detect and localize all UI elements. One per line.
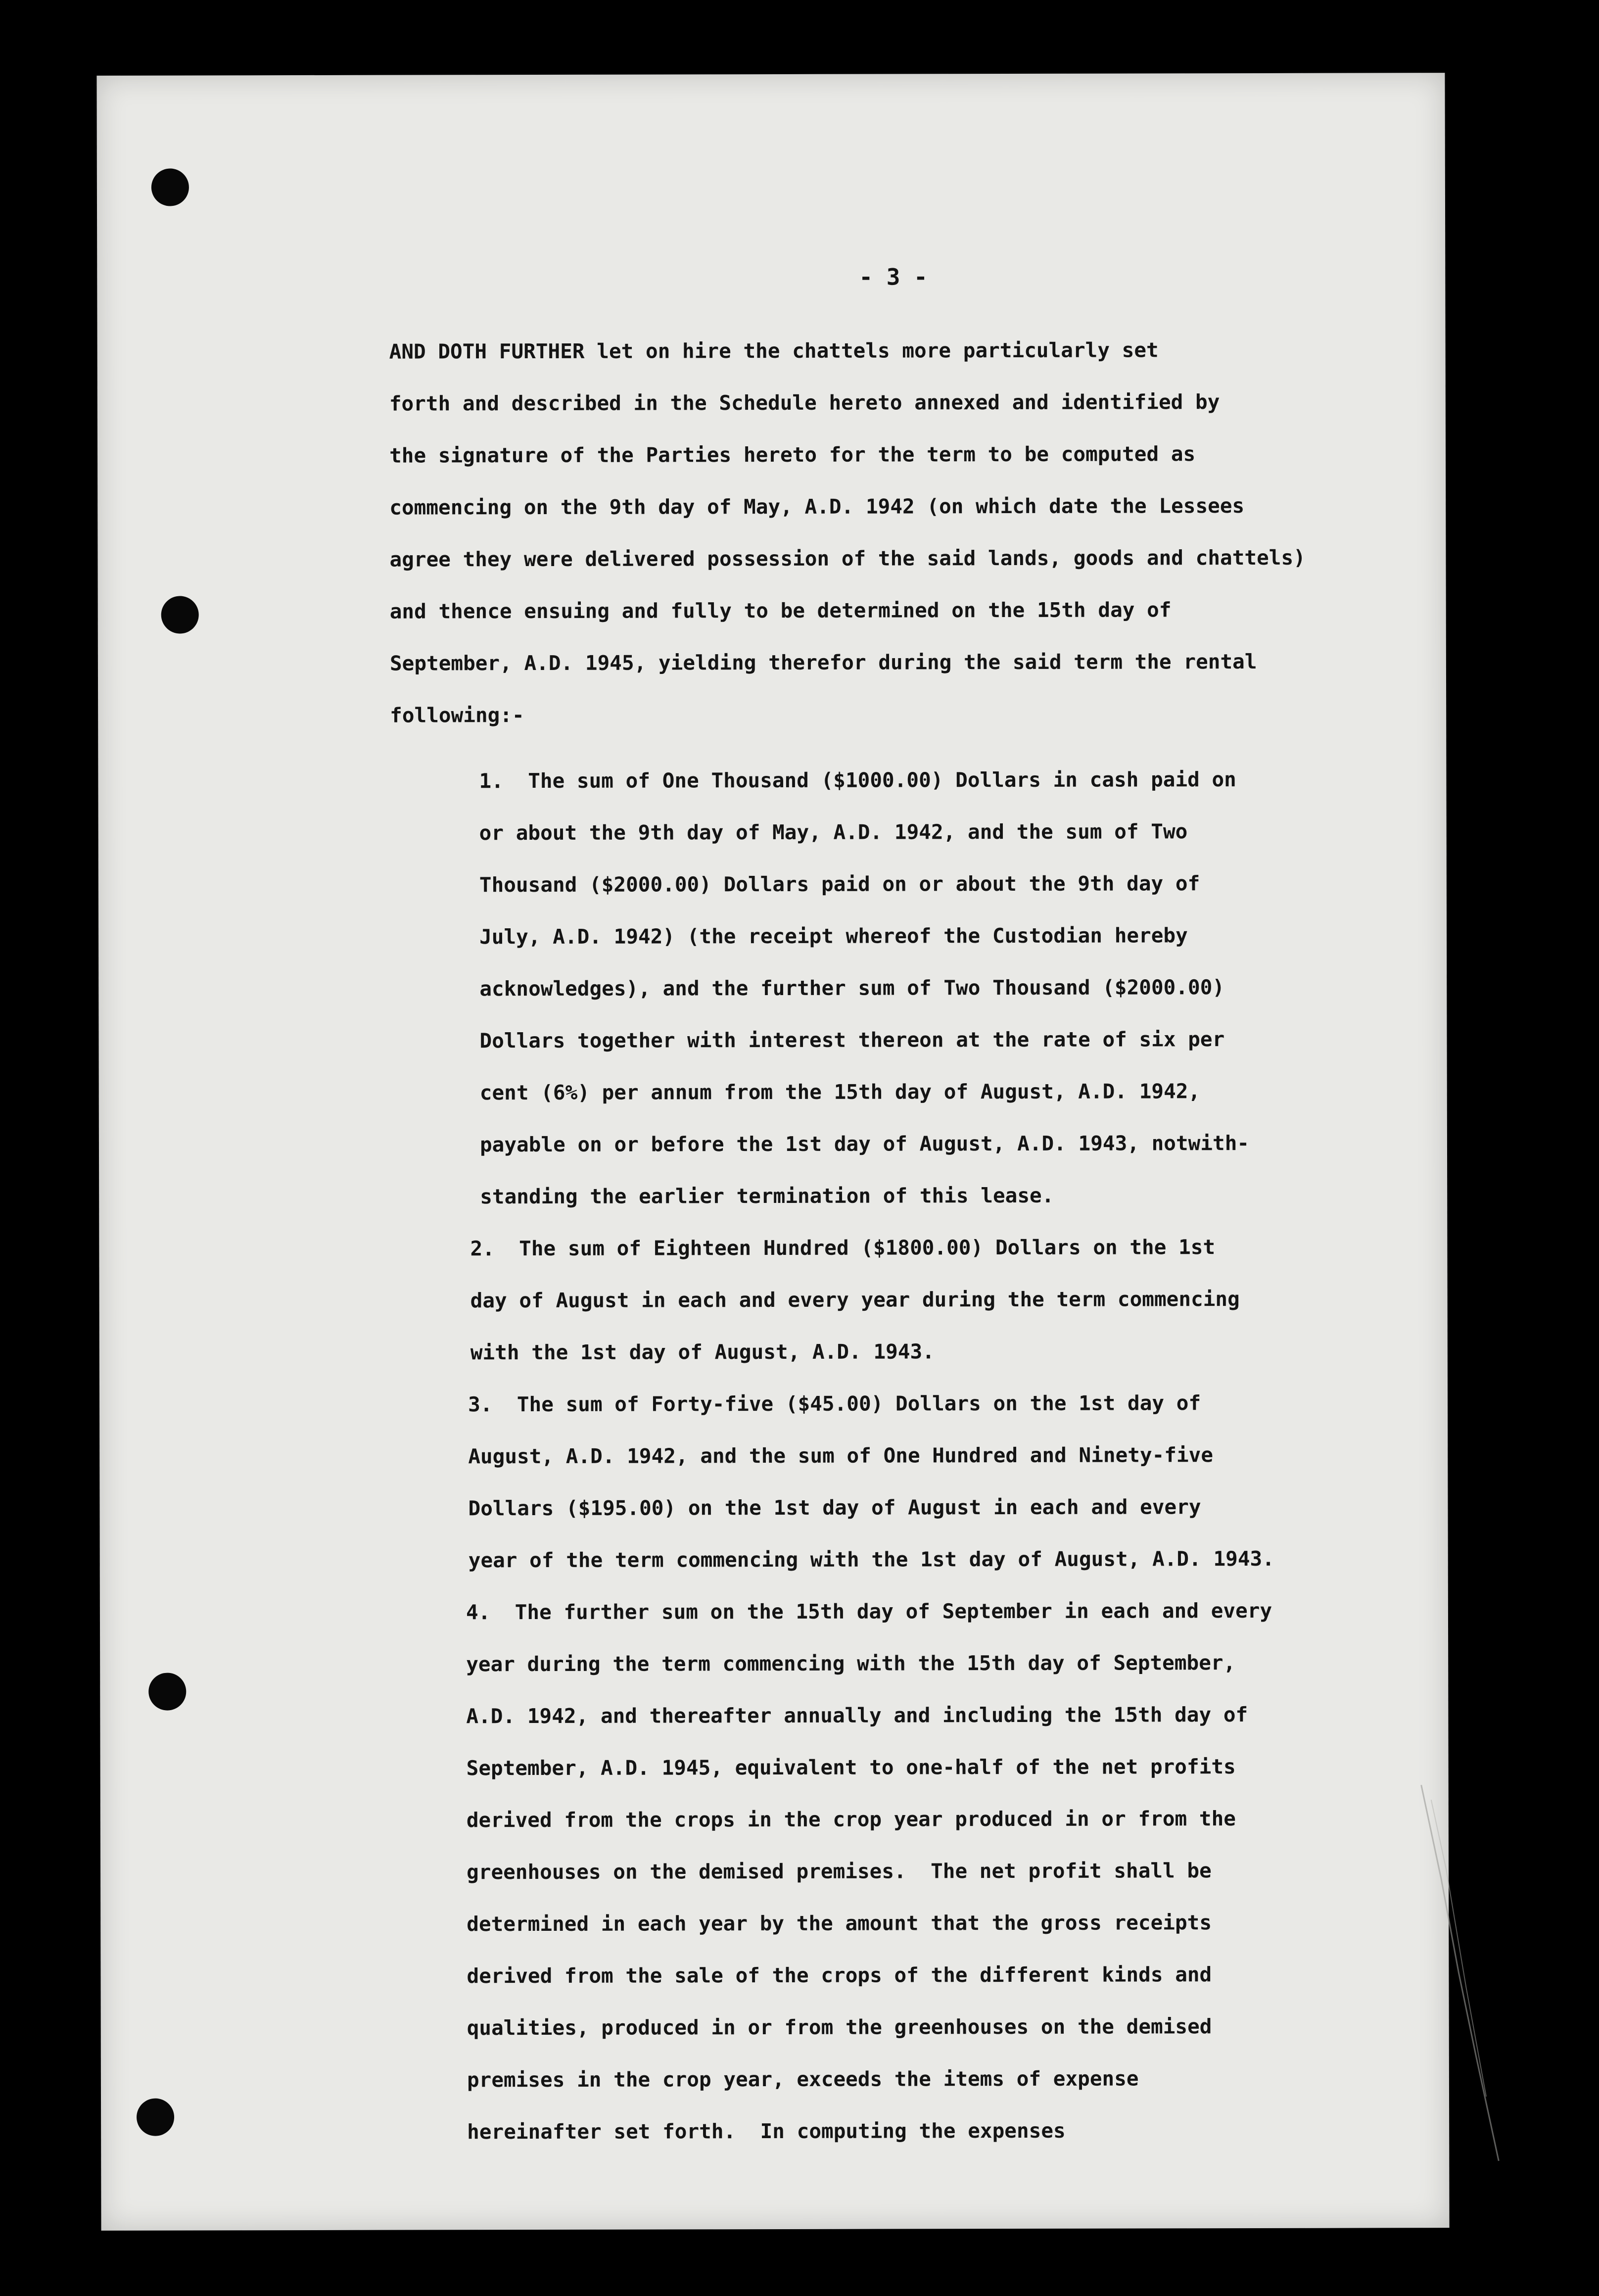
text-line: day of August in each and every year during the term commencing bbox=[470, 1287, 1240, 1313]
text-line: Dollars ($195.00) on the 1st day of August in each and every bbox=[468, 1495, 1201, 1521]
text-line: AND DOTH FURTHER let on hire the chattels more particularly set bbox=[389, 338, 1159, 364]
text-line: A.D. 1942, and thereafter annually and including the 15th day of bbox=[466, 1702, 1248, 1728]
text-line: following:- bbox=[390, 703, 524, 727]
text-line: and thence ensuing and fully to be determined on the 15th day of bbox=[389, 598, 1172, 623]
text-line: greenhouses on the demised premises. The net profit shall be bbox=[466, 1859, 1212, 1884]
text-line: 1. The sum of One Thousand ($1000.00) Dollars in cash paid on bbox=[479, 767, 1236, 793]
text-line: standing the earlier termination of this lease. bbox=[480, 1183, 1054, 1209]
text-line: hereinafter set forth. In computing the expenses bbox=[467, 2118, 1066, 2144]
text-line: year of the term commencing with the 1st day of August, A.D. 1943. bbox=[468, 1546, 1274, 1573]
text-line: derived from the sale of the crops of the different kinds and bbox=[467, 1962, 1212, 1988]
paper-scratch-mark bbox=[1411, 1780, 1511, 2166]
punch-hole-top bbox=[151, 168, 189, 206]
text-line: Thousand ($2000.00) Dollars paid on or about the 9th day of bbox=[479, 871, 1200, 897]
text-line: acknowledges), and the further sum of Two Thousand ($2000.00) bbox=[479, 975, 1225, 1001]
punch-hole-lower-middle bbox=[148, 1673, 186, 1710]
text-line: 2. The sum of Eighteen Hundred ($1800.00) Dollars on the 1st bbox=[470, 1235, 1216, 1261]
text-line: 4. The further sum on the 15th day of September in each and every bbox=[466, 1598, 1272, 1625]
page-number: - 3 - bbox=[859, 263, 928, 290]
text-line: with the 1st day of August, A.D. 1943. bbox=[470, 1339, 935, 1365]
text-line: payable on or before the 1st day of August, A.D. 1943, notwith- bbox=[479, 1131, 1250, 1157]
text-line: qualities, produced in or from the greenhouses on the demised bbox=[467, 2014, 1212, 2040]
text-line: 3. The sum of Forty-five ($45.00) Dollars on the 1st day of bbox=[468, 1391, 1201, 1417]
text-line: September, A.D. 1945, yielding therefor during the said term the rental bbox=[389, 649, 1257, 675]
text-line: year during the term commencing with the 15th day of September, bbox=[466, 1651, 1236, 1676]
text-line: or about the 9th day of May, A.D. 1942, and the sum of Two bbox=[479, 819, 1188, 845]
text-line: September, A.D. 1945, equivalent to one-half of the net profits bbox=[466, 1755, 1236, 1780]
text-line: August, A.D. 1942, and the sum of One Hundred and Ninety-five bbox=[468, 1443, 1214, 1469]
text-line: determined in each year by the amount that the gross receipts bbox=[467, 1911, 1212, 1936]
text-line: cent (6%) per annum from the 15th day of August, A.D. 1942, bbox=[479, 1079, 1201, 1105]
text-line: July, A.D. 1942) (the receipt whereof the Custodian hereby bbox=[479, 923, 1188, 949]
punch-hole-upper-middle bbox=[161, 596, 199, 633]
text-line: commencing on the 9th day of May, A.D. 1942 (on which date the Lessees bbox=[389, 494, 1245, 520]
punch-hole-bottom bbox=[137, 2099, 174, 2136]
text-line: forth and described in the Schedule hereto annexed and identified by bbox=[389, 390, 1220, 416]
text-line: agree they were delivered possession of the said lands, goods and chattels) bbox=[389, 545, 1306, 572]
document-page bbox=[96, 73, 1449, 2231]
text-line: Dollars together with interest thereon at the rate of six per bbox=[479, 1027, 1225, 1053]
text-line: the signature of the Parties hereto for the term to be computed as bbox=[389, 442, 1196, 468]
text-line: derived from the crops in the crop year produced in or from the bbox=[466, 1807, 1236, 1832]
text-line: premises in the crop year, exceeds the items of expense bbox=[467, 2066, 1139, 2092]
